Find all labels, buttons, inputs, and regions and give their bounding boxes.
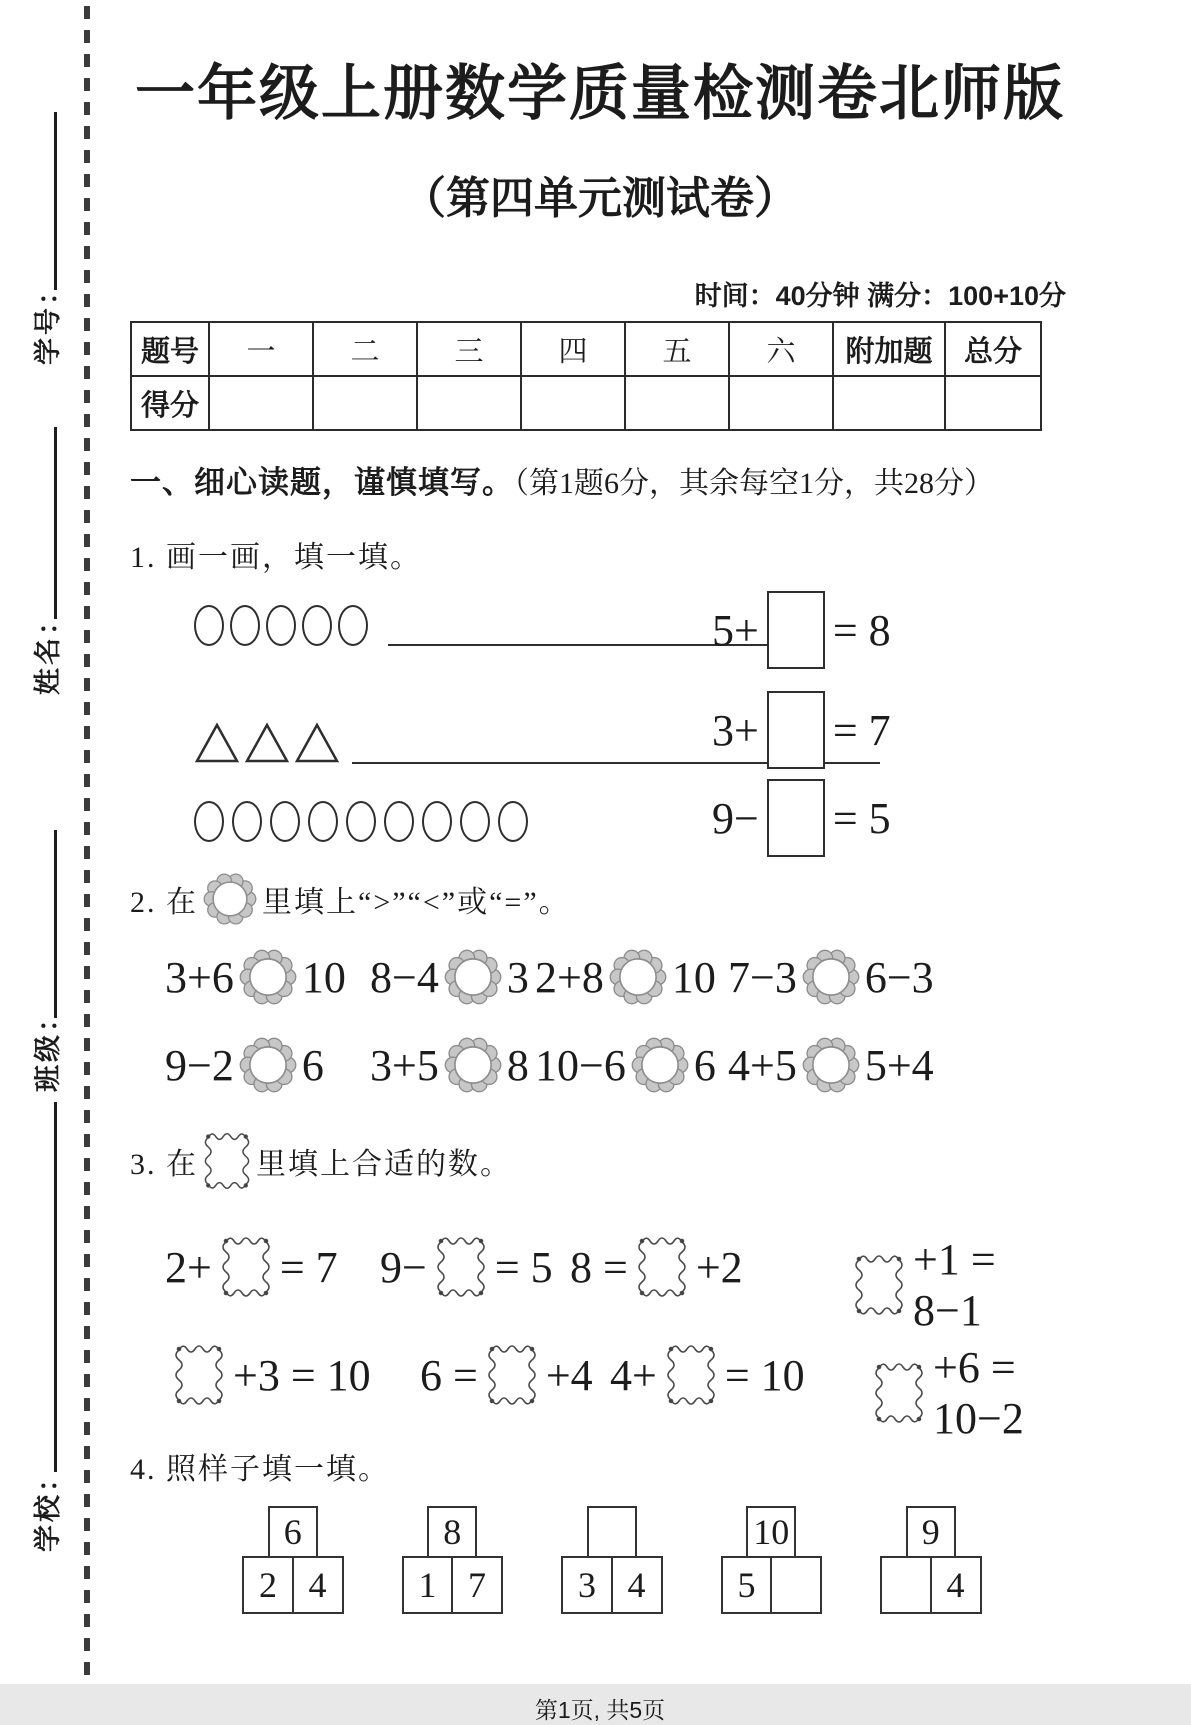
expression-post: +4 <box>545 1350 593 1400</box>
wavy-answer-box <box>486 1342 538 1408</box>
score-cell <box>417 376 521 430</box>
pyramid-bottom-row <box>880 1556 982 1614</box>
name-label: 姓名： <box>33 605 63 695</box>
pyramid-bottom-left-cell: 1 <box>402 1556 454 1614</box>
equation-pre: 3+ <box>712 705 759 755</box>
q2-label-prefix: 2. 在 <box>130 886 198 919</box>
fill-item <box>865 1342 1070 1444</box>
right-expression: 8 <box>506 1040 529 1090</box>
left-expression: 4+5 <box>728 1040 797 1090</box>
circle-shape <box>230 605 260 646</box>
flower-icon <box>239 1036 297 1094</box>
flower-icon <box>239 948 297 1006</box>
right-expression: 6 <box>693 1040 716 1090</box>
expression-pre: 4+ <box>610 1350 657 1400</box>
section1-heading <box>130 457 1070 502</box>
circle-shape <box>270 801 300 842</box>
circle-shape <box>346 801 376 842</box>
compare-item <box>728 948 934 1006</box>
q2-row-2 <box>130 1036 1070 1098</box>
student-id-label: 学号： <box>33 275 63 365</box>
header-cell: 总分 <box>945 322 1041 376</box>
question3-label <box>130 1128 1070 1194</box>
answer-box <box>767 779 825 857</box>
expression-post: = 10 <box>724 1350 805 1400</box>
flower-icon <box>802 1036 860 1094</box>
header-cell: 题号 <box>131 322 209 376</box>
equation-post: = 5 <box>832 793 891 843</box>
fill-item <box>845 1234 1070 1336</box>
left-expression: 8−4 <box>370 952 439 1002</box>
q2-label-suffix: 里填上“>”“<”或“=”。 <box>262 886 571 919</box>
expression-pre: 6 = <box>420 1350 478 1400</box>
q3-row-1 <box>130 1234 1070 1335</box>
compare-item <box>728 1036 934 1094</box>
right-expression: 6 <box>301 1040 324 1090</box>
number-pyramid <box>242 1506 344 1614</box>
left-expression: 10−6 <box>535 1040 626 1090</box>
question2-label <box>130 866 1070 932</box>
header-cell: 一 <box>209 322 313 376</box>
header-cell: 四 <box>521 322 625 376</box>
circle-shape <box>338 605 368 646</box>
compare-item <box>370 1036 529 1094</box>
flower-icon <box>609 948 667 1006</box>
school-label: 学校： <box>33 1462 63 1552</box>
margin-blank-line <box>54 830 57 1018</box>
score-cell <box>209 376 313 430</box>
left-expression: 3+6 <box>165 952 234 1002</box>
q1-row-circles-9 <box>130 778 1070 858</box>
compare-item <box>535 1036 716 1094</box>
score-cell <box>313 376 417 430</box>
shape-line <box>194 801 528 842</box>
class-label: 班级： <box>33 1002 63 1092</box>
pyramid-top-cell: 6 <box>268 1506 318 1558</box>
q1-row-circles-5 <box>130 582 1070 678</box>
expression-pre: 2+ <box>165 1242 212 1292</box>
header-cell: 二 <box>313 322 417 376</box>
fill-item <box>165 1234 338 1300</box>
wavy-answer-box <box>435 1234 487 1300</box>
q3-label-suffix: 里填上合适的数。 <box>256 1148 512 1181</box>
circle-shape <box>308 801 338 842</box>
q1-equation <box>712 691 891 769</box>
paper-content <box>130 0 1070 1725</box>
expression-pre: 9− <box>380 1242 427 1292</box>
circle-shape <box>422 801 452 842</box>
circle-shape <box>232 801 262 842</box>
right-expression: 3 <box>506 952 529 1002</box>
circle-shape <box>266 605 296 646</box>
pyramid-bottom-row <box>561 1556 663 1614</box>
flower-icon <box>444 948 502 1006</box>
score-table-score-row <box>131 376 1041 430</box>
pyramid-bottom-row <box>402 1556 504 1614</box>
right-expression: 10 <box>671 952 716 1002</box>
q2-row-1 <box>130 948 1070 1010</box>
binding-dashed-line <box>84 6 90 1678</box>
pyramid-bottom-right-cell: 4 <box>930 1556 982 1614</box>
number-pyramid <box>880 1506 982 1614</box>
circle-shape <box>194 801 224 842</box>
fill-item <box>380 1234 553 1300</box>
number-pyramid <box>721 1506 823 1614</box>
number-pyramid <box>561 1506 663 1614</box>
q1-equation <box>712 779 891 857</box>
left-expression: 9−2 <box>165 1040 234 1090</box>
pyramid-top-cell: 8 <box>427 1506 477 1558</box>
equation-pre: 9− <box>712 793 759 843</box>
score-row-label: 得分 <box>131 376 209 430</box>
flower-icon <box>631 1036 689 1094</box>
flower-icon <box>203 872 257 926</box>
q1-equation <box>712 591 891 669</box>
circle-shape <box>384 801 414 842</box>
circle-shape <box>194 605 224 646</box>
pyramid-bottom-row <box>242 1556 344 1614</box>
header-cell: 三 <box>417 322 521 376</box>
compare-item <box>370 948 529 1006</box>
answer-box <box>767 591 825 669</box>
wavy-answer-box <box>636 1234 688 1300</box>
q1-row-triangles-3 <box>130 692 1070 768</box>
section1-heading-note: （第1题6分，其余每空1分，共28分） <box>514 467 994 500</box>
page-number-footer: 第1页, 共5页 <box>534 1696 666 1723</box>
header-cell: 附加题 <box>833 322 945 376</box>
right-expression: 5+4 <box>864 1040 934 1090</box>
score-cell <box>729 376 833 430</box>
score-cell <box>945 376 1041 430</box>
pyramid-top-cell <box>587 1506 637 1558</box>
expression-post: +6 = 10−2 <box>933 1343 1024 1443</box>
equation-post: = 7 <box>832 705 891 755</box>
right-expression: 10 <box>301 952 346 1002</box>
circle-shape <box>302 605 332 646</box>
wavy-answer-box <box>873 1360 925 1426</box>
fill-item <box>570 1234 743 1300</box>
page-title: 一年级上册数学质量检测卷北师版 <box>135 60 1065 127</box>
pyramid-bottom-right-cell: 7 <box>451 1556 503 1614</box>
question4-label: 4. 照样子填一填。 <box>130 1453 390 1486</box>
right-expression: 6−3 <box>864 952 934 1002</box>
wavy-frame-icon <box>202 1130 252 1192</box>
time-score-info: 时间：40分钟 满分：100+10分 <box>694 281 1066 311</box>
answer-box <box>767 691 825 769</box>
left-expression: 3+5 <box>370 1040 439 1090</box>
compare-item <box>535 948 716 1006</box>
expression-post: = 7 <box>279 1242 338 1292</box>
expression-post: +1 = 8−1 <box>913 1235 996 1335</box>
margin-blank-line <box>54 1102 57 1472</box>
margin-blank-line <box>54 427 57 619</box>
expression-post: +2 <box>695 1242 743 1292</box>
pyramid-bottom-right-cell: 4 <box>292 1556 344 1614</box>
score-cell <box>833 376 945 430</box>
q3-row-2 <box>130 1342 1070 1443</box>
pyramid-bottom-left-cell: 2 <box>242 1556 294 1614</box>
q4-pyramids <box>242 1506 1070 1614</box>
wavy-answer-box <box>173 1342 225 1408</box>
pyramid-top-cell: 9 <box>906 1506 956 1558</box>
left-expression: 7−3 <box>728 952 797 1002</box>
fill-item <box>165 1342 371 1408</box>
number-pyramid <box>402 1506 504 1614</box>
fill-item <box>420 1342 593 1408</box>
expression-post: = 5 <box>494 1242 553 1292</box>
q3-label-prefix: 3. 在 <box>130 1148 198 1181</box>
pyramid-bottom-left-cell: 3 <box>561 1556 613 1614</box>
wavy-answer-box <box>853 1252 905 1318</box>
pyramid-bottom-row <box>721 1556 823 1614</box>
score-cell <box>521 376 625 430</box>
pyramid-bottom-left-cell <box>880 1556 932 1614</box>
wavy-answer-box <box>220 1234 272 1300</box>
triangle-shape <box>244 722 290 764</box>
score-cell <box>625 376 729 430</box>
pyramid-bottom-left-cell: 5 <box>721 1556 773 1614</box>
margin-blank-line <box>54 112 57 290</box>
header-cell: 六 <box>729 322 833 376</box>
equation-post: = 8 <box>832 605 891 655</box>
equation-pre: 5+ <box>712 605 759 655</box>
fill-item <box>610 1342 805 1408</box>
compare-item <box>165 1036 324 1094</box>
section1-heading-title: 一、细心读题，谨慎填写。 <box>130 465 514 500</box>
wavy-answer-box <box>665 1342 717 1408</box>
score-table-header-row <box>131 322 1041 376</box>
pyramid-top-cell: 10 <box>746 1506 796 1558</box>
flower-icon <box>444 1036 502 1094</box>
pyramid-bottom-right-cell <box>770 1556 822 1614</box>
triangle-shape <box>194 722 240 764</box>
expression-pre: 8 = <box>570 1242 628 1292</box>
question1-label: 1. 画一画，填一填。 <box>130 541 422 574</box>
compare-item <box>165 948 346 1006</box>
flower-icon <box>802 948 860 1006</box>
triangle-shape <box>294 722 340 764</box>
left-expression: 2+8 <box>535 952 604 1002</box>
score-table <box>130 321 1042 431</box>
pyramid-bottom-right-cell: 4 <box>611 1556 663 1614</box>
page-subtitle: （第四单元测试卷） <box>402 174 798 223</box>
header-cell: 五 <box>625 322 729 376</box>
circle-shape <box>498 801 528 842</box>
circle-shape <box>460 801 490 842</box>
expression-post: +3 = 10 <box>233 1350 371 1400</box>
